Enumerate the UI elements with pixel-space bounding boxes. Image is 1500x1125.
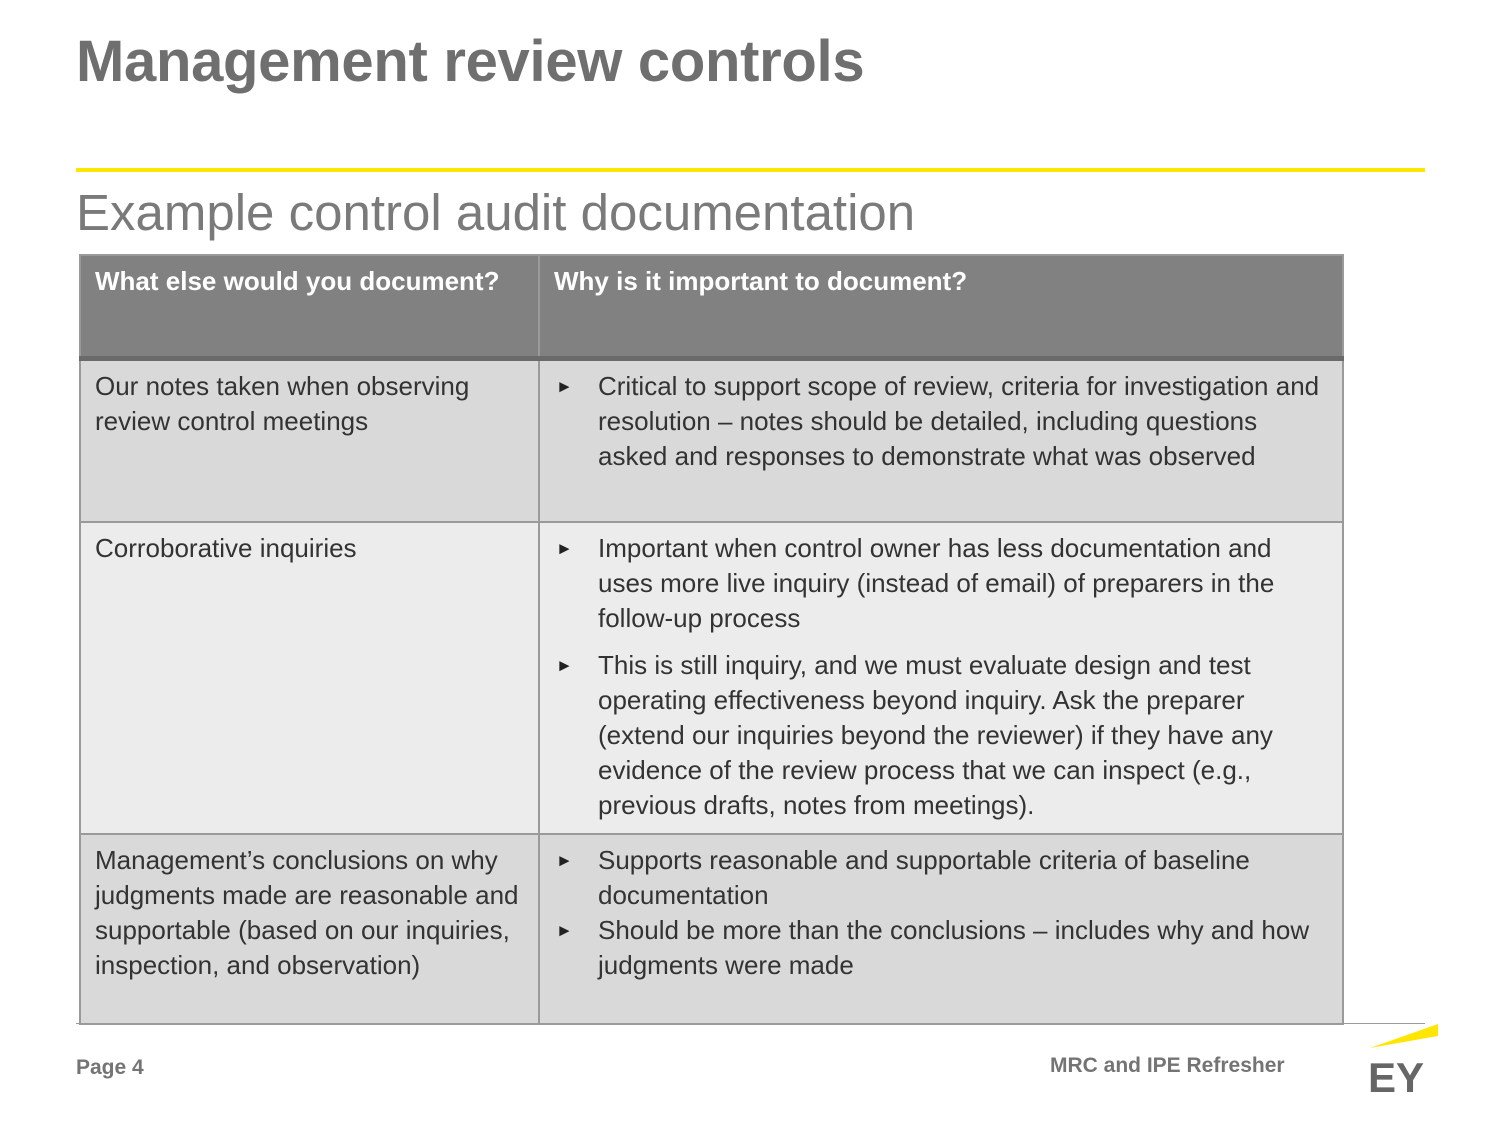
row-item-cell: Our notes taken when observing review control meetings	[80, 359, 539, 522]
reason-text: Critical to support scope of review, criteria for investigation and resolution – notes should be detailed, including questions asked and responses to demonstrate what was observed	[598, 371, 1320, 471]
documentation-table	[79, 254, 1344, 1025]
row-item-cell: Corroborative inquiries	[80, 522, 539, 834]
reason-text: Should be more than the conclusions – includes why and how judgments were made	[598, 914, 1310, 980]
slide-subtitle: Example control audit documentation	[76, 184, 916, 241]
footer-divider	[76, 1023, 1425, 1024]
bullet-arrow-icon: ►	[556, 920, 573, 940]
deck-title: MRC and IPE Refresher	[1050, 1054, 1285, 1077]
reason-text: Supports reasonable and supportable criteria of baseline documentation	[598, 844, 1250, 910]
table-row	[80, 522, 1343, 834]
table-row	[80, 359, 1343, 522]
bullet-arrow-icon: ►	[556, 850, 573, 870]
title-divider	[76, 168, 1425, 172]
column-header-why: Why is it important to document?	[539, 255, 1343, 359]
ey-logo-icon	[1366, 1022, 1440, 1094]
reason-text: This is still inquiry, and we must evaluate design and test operating effectiveness beyond inquiry. Ask the preparer (extend our inquiries beyond the reviewer) if they have any evidence of the review process that we can inspect (e.g., previous drafts, notes from meetings).	[598, 649, 1273, 820]
bullet-arrow-icon: ►	[556, 655, 573, 675]
page-number: Page 4	[76, 1056, 144, 1079]
bullet-arrow-icon: ►	[556, 377, 573, 396]
row-item-cell: Management’s conclusions on why judgments made are reasonable and supportable (based on our inquiries, inspection, and observation)	[80, 834, 539, 1024]
bullet-arrow-icon: ►	[556, 538, 573, 558]
table-header-row	[80, 255, 1343, 359]
slide-title: Management review controls	[76, 29, 865, 94]
svg-text:EY: EY	[1368, 1054, 1425, 1094]
reason-bullet	[554, 648, 1328, 823]
column-header-what: What else would you document?	[80, 255, 539, 359]
table-row	[80, 834, 1343, 1024]
row-reasons-cell	[539, 522, 1343, 834]
reason-bullet	[554, 913, 1328, 983]
documentation-table-container	[79, 254, 1342, 1025]
row-reasons-cell	[539, 834, 1343, 1024]
reason-bullet	[554, 531, 1328, 636]
reason-text: Important when control owner has less documentation and uses more live inquiry (instead of email) of preparers in the follow-up process	[598, 532, 1275, 633]
row-reasons-cell	[539, 359, 1343, 522]
reason-bullet	[554, 369, 1328, 474]
reason-bullet	[554, 843, 1328, 913]
